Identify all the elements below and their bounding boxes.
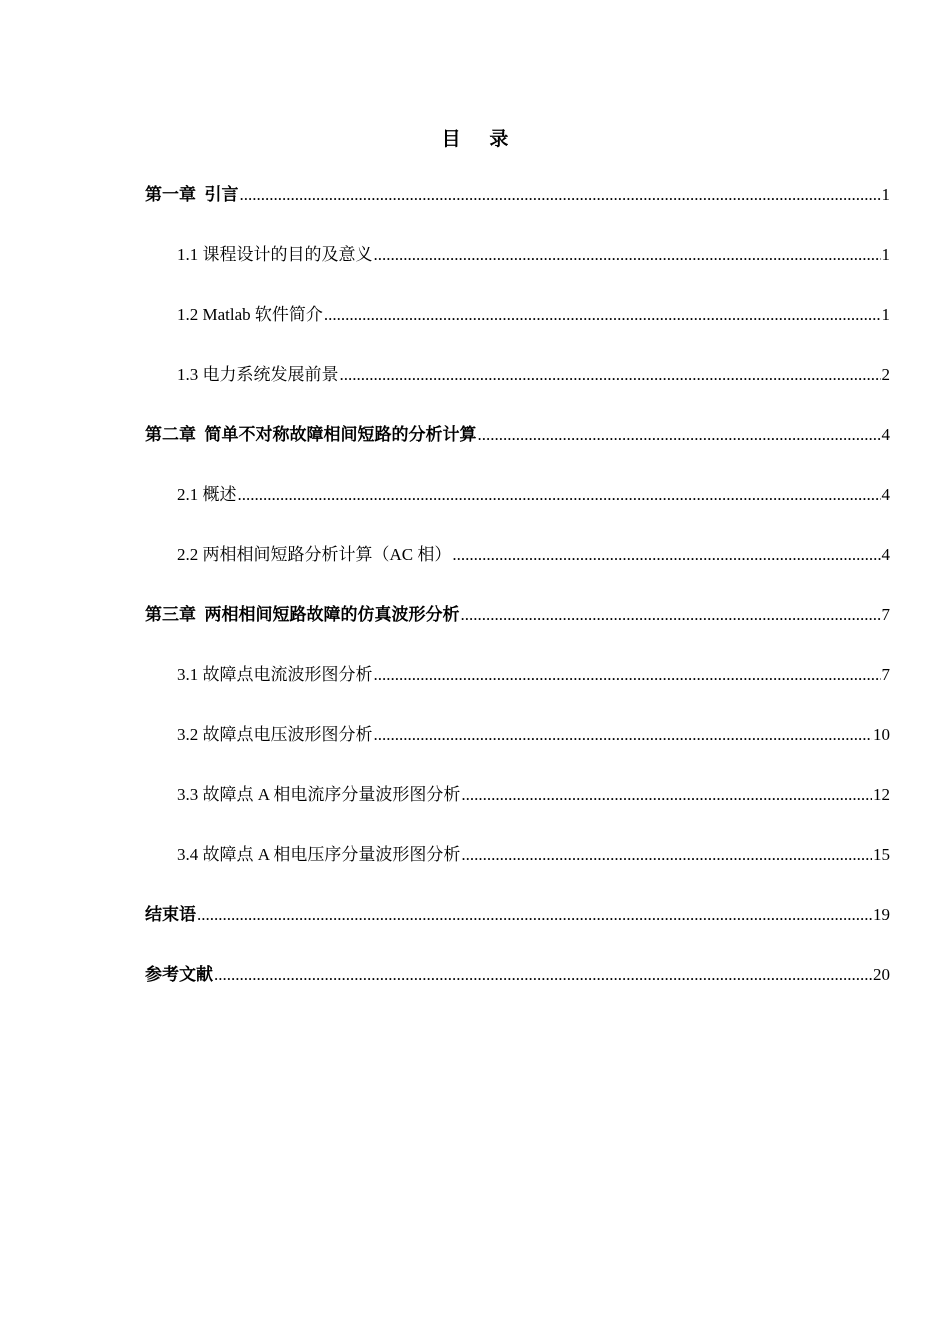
toc-entry-text: 结束语	[145, 905, 196, 924]
toc-page-number: 15	[873, 845, 890, 864]
toc-page-number: 4	[881, 485, 890, 504]
toc-title: 目 录	[441, 129, 521, 150]
toc-entry-text: 2.1 概述	[177, 485, 237, 504]
table-of-contents	[145, 180, 890, 1020]
toc-entry-conclusion[interactable]	[145, 900, 890, 960]
toc-leader	[478, 420, 881, 450]
toc-entry-text: 1.2 Matlab 软件简介	[177, 305, 323, 324]
toc-page-number: 1	[881, 185, 890, 204]
toc-entry-3-1[interactable]	[145, 660, 890, 720]
toc-entry-2-1[interactable]	[145, 480, 890, 540]
toc-entry-3-2[interactable]	[145, 720, 890, 780]
toc-entry-text: 第二章 简单不对称故障相间短路的分析计算	[145, 425, 477, 444]
toc-entry-text: 3.3 故障点 A 相电流序分量波形图分析	[177, 785, 461, 804]
toc-entry-text: 参考文献	[145, 965, 213, 984]
toc-page-number: 2	[881, 365, 890, 384]
toc-entry-text: 3.1 故障点电流波形图分析	[177, 665, 373, 684]
toc-page-number: 19	[873, 905, 890, 924]
toc-page-number: 20	[873, 965, 890, 984]
toc-entry-1-1[interactable]	[145, 240, 890, 300]
toc-leader	[197, 900, 872, 930]
toc-entry-text: 1.1 课程设计的目的及意义	[177, 245, 373, 264]
toc-page-number: 7	[881, 665, 890, 684]
toc-entry-chapter-1[interactable]	[145, 180, 890, 240]
toc-leader	[452, 540, 880, 570]
toc-entry-text: 3.4 故障点 A 相电压序分量波形图分析	[177, 845, 461, 864]
toc-page-number: 7	[881, 605, 890, 624]
toc-page-number: 1	[881, 245, 890, 264]
toc-page-number: 4	[881, 425, 890, 444]
toc-leader	[324, 300, 881, 330]
toc-entry-text: 3.2 故障点电压波形图分析	[177, 725, 373, 744]
toc-entry-text: 2.2 两相相间短路分析计算（AC 相）	[177, 545, 452, 564]
toc-leader	[238, 480, 881, 510]
toc-entry-text: 第一章 引言	[145, 185, 239, 204]
toc-page-number: 4	[881, 545, 890, 564]
toc-entry-3-4[interactable]	[145, 840, 890, 900]
toc-entry-3-3[interactable]	[145, 780, 890, 840]
toc-entry-1-2[interactable]	[145, 300, 890, 360]
toc-leader	[374, 660, 881, 690]
toc-entry-2-2[interactable]	[145, 540, 890, 600]
toc-page-number: 12	[873, 785, 890, 804]
toc-leader	[461, 840, 872, 870]
toc-entry-chapter-2[interactable]	[145, 420, 890, 480]
toc-leader	[374, 240, 881, 270]
toc-page-number: 1	[881, 305, 890, 324]
toc-leader	[374, 720, 873, 750]
toc-leader	[214, 960, 872, 990]
toc-leader	[461, 600, 881, 630]
toc-entry-references[interactable]	[145, 960, 890, 1020]
toc-entry-text: 1.3 电力系统发展前景	[177, 365, 339, 384]
toc-page-number: 10	[873, 725, 890, 744]
toc-entry-chapter-3[interactable]	[145, 600, 890, 660]
toc-leader	[461, 780, 872, 810]
toc-leader	[340, 360, 881, 390]
toc-entry-1-3[interactable]	[145, 360, 890, 420]
toc-entry-text: 第三章 两相相间短路故障的仿真波形分析	[145, 605, 460, 624]
toc-leader	[240, 180, 881, 210]
